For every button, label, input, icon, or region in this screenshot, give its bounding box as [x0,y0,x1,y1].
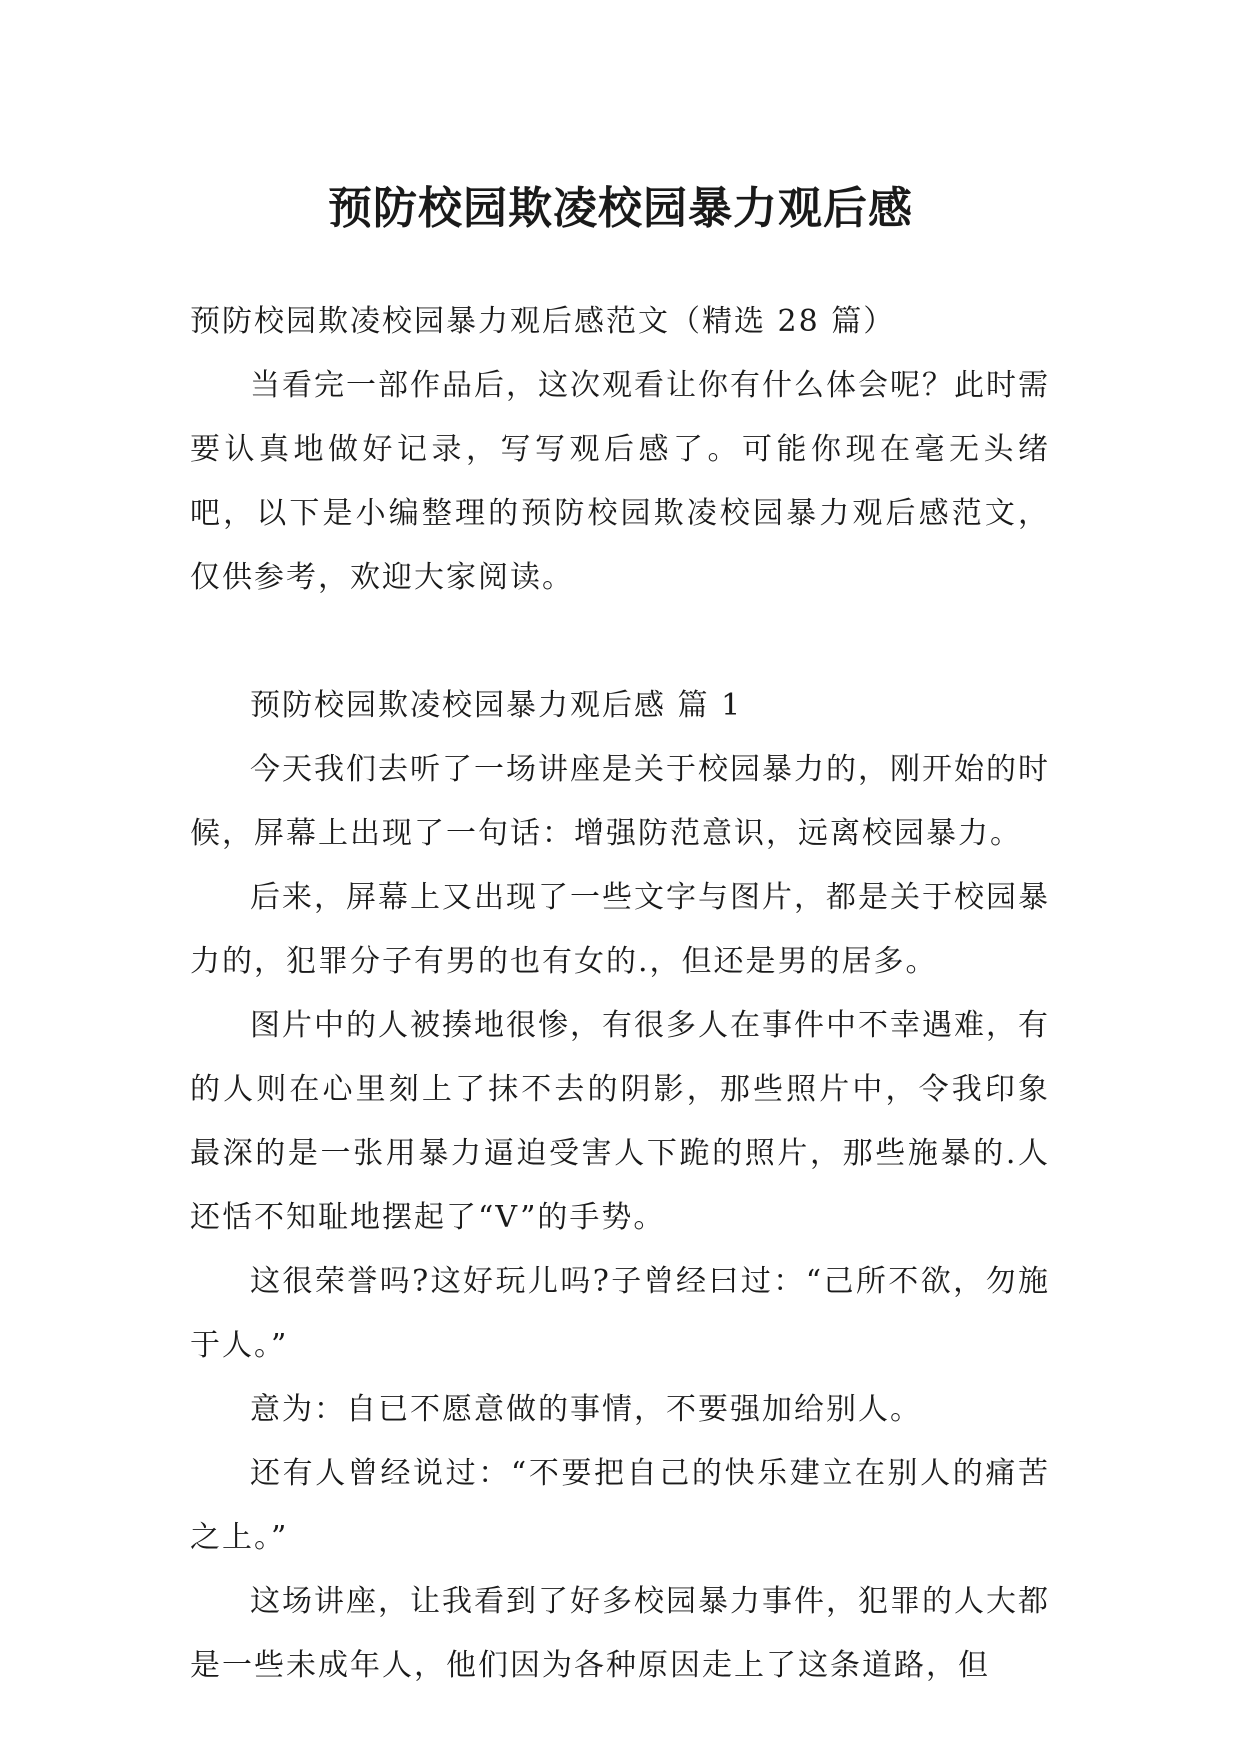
intro-paragraph: 当看完一部作品后，这次观看让你有什么体会呢？此时需要认真地做好记录，写写观后感了。可能你现在毫无头绪吧，以下是小编整理的预防校园欺凌校园暴力观后感范文，仅供参考，欢迎大家阅读。 [190,368,1050,595]
body-paragraph: 意为：自已不愿意做的事情，不要强加给别人。 [250,1392,922,1427]
section-heading: 预防校园欺凌校园暴力观后感 篇 1 [250,688,743,723]
document-subtitle: 预防校园欺凌校园暴力观后感范文（精选 28 篇） [190,304,896,339]
document-body [190,290,1050,1698]
body-paragraph: 这场讲座，让我看到了好多校园暴力事件，犯罪的人大都是一些未成年人，他们因为各种原因走上了这条道路，但 [190,1584,1050,1683]
page-title: 预防校园欺凌校园暴力观后感 [328,183,913,235]
body-paragraph: 还有人曾经说过：“不要把自己的快乐建立在别人的痛苦之上。” [190,1456,1050,1555]
body-paragraph: 这很荣誉吗?这好玩儿吗?子曾经曰过：“己所不欲，勿施于人。” [190,1264,1050,1363]
body-paragraph: 图片中的人被揍地很惨，有很多人在事件中不幸遇难，有的人则在心里刻上了抹不去的阴影，那些照片中，令我印象最深的是一张用暴力逼迫受害人下跪的照片，那些施暴的.人还恬不知耻地摆起了“V”的手势。 [190,1008,1050,1235]
body-paragraph: 后来，屏幕上又出现了一些文字与图片，都是关于校园暴力的，犯罪分子有男的也有女的.，但还是男的居多。 [190,880,1050,979]
section-spacer [190,610,1050,674]
body-paragraph: 今天我们去听了一场讲座是关于校园暴力的，刚开始的时候，屏幕上出现了一句话：增强防范意识，远离校园暴力。 [190,752,1050,851]
